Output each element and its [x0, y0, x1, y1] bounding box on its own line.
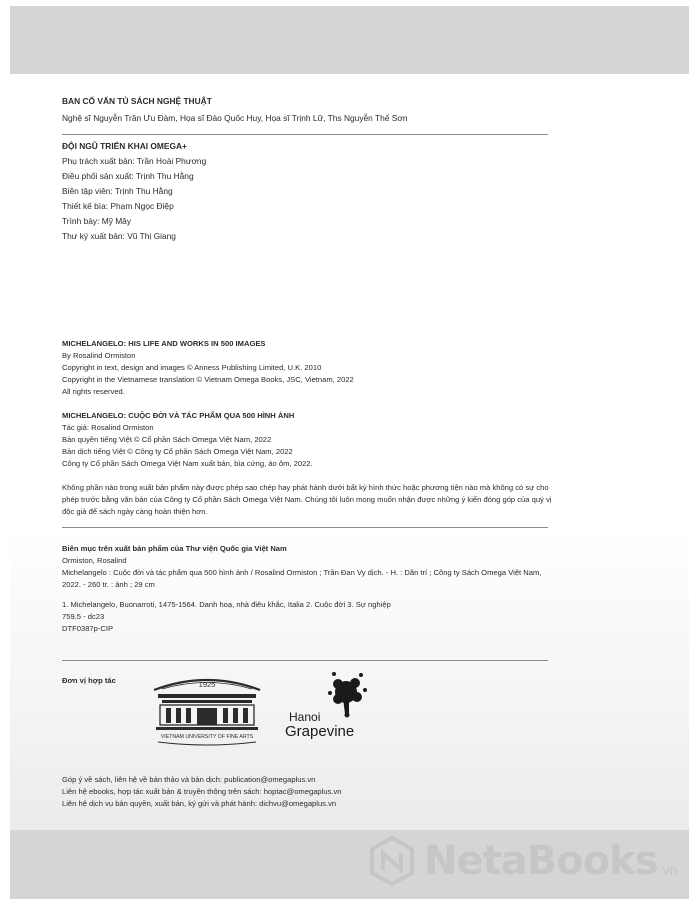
catalog-subjects: 1. Michelangelo, Buonarroti, 1475-1564. Danh hoạ, nhà điêu khắc, Italia 2. Cuộc đời 3. Sự nghiệp: [62, 600, 391, 609]
vietnamese-line: Bản quyền tiếng Việt © Cổ phần Sách Omega Việt Nam, 2022: [62, 435, 272, 444]
team-line: Phụ trách xuất bản: Trần Hoài Phương: [62, 156, 207, 166]
logo-university-name: VIETNAM UNIVERSITY OF FINE ARTS: [160, 734, 254, 740]
vietnamese-title: MICHELANGELO: CUỘC ĐỜI VÀ TÁC PHẨM QUA 500 HÌNH ẢNH: [62, 411, 295, 420]
original-line: Copyright in text, design and images © Anness Publishing Limited, U.K. 2010: [62, 363, 322, 372]
advisory-section: [62, 94, 548, 126]
original-edition-section: [62, 338, 548, 398]
logo-year: 1925: [198, 680, 216, 689]
vietnamese-line: Tác giả: Rosalind Ormiston: [62, 423, 154, 432]
grapevine-line2: Grapevine: [285, 723, 355, 740]
vietnamese-line: Bản dịch tiếng Việt © Công ty Cổ phần Sách Omega Việt Nam, 2022: [62, 447, 293, 456]
divider: [62, 527, 548, 528]
vietnamese-line: Công ty Cổ phần Sách Omega Việt Nam xuất bản, bìa cứng, áo ôm, 2022.: [62, 459, 313, 468]
team-line: Thư ký xuất bản: Vũ Thị Giang: [62, 231, 176, 241]
original-line: By Rosalind Ormiston: [62, 351, 136, 360]
netabooks-watermark: [366, 826, 696, 896]
hanoi-grapevine-logo: [283, 670, 379, 740]
catalog-description: Michelangelo : Cuộc đời và tác phẩm qua 500 hình ảnh / Rosalind Ormiston ; Trần Đan Vy dịch. - H. : Dân trí ; Công ty Sách Omega Việt Nam, 2022. - 260 tr. : ảnh ; 29 cm: [62, 568, 542, 589]
ink-splash-icon: [328, 672, 367, 718]
team-line: Thiết kế bìa: Phạm Ngọc Điệp: [62, 201, 174, 211]
team-section: [62, 139, 548, 244]
copyright-notice: [62, 482, 552, 518]
watermark-brand: NetaBooks: [424, 838, 658, 884]
advisory-members: Nghệ sĩ Nguyễn Trần Ưu Đàm, Họa sĩ Đào Quốc Huy, Họa sĩ Trịnh Lữ, Ths Nguyễn Thế Sơn: [62, 113, 408, 123]
partners-heading: Đơn vị hợp tác: [62, 676, 116, 685]
team-line: Trình bày: Mỹ Mây: [62, 216, 132, 226]
advisory-heading: BAN CỐ VẤN TỦ SÁCH NGHỆ THUẬT: [62, 96, 212, 106]
vietnamese-edition-section: [62, 410, 548, 470]
team-line: Điều phối sản xuất: Trịnh Thu Hằng: [62, 171, 194, 181]
original-line: Copyright in the Vietnamese translation © Vietnam Omega Books, JSC, Vietnam, 2022: [62, 375, 354, 384]
catalog-author: Ormiston, Rosalind: [62, 556, 127, 565]
contact-line: Liên hệ ebooks, hợp tác xuất bản & truyền thông trên sách: hoptac@omegaplus.vn: [62, 787, 342, 796]
divider: [62, 134, 548, 135]
team-heading: ĐỘI NGŨ TRIỂN KHAI OMEGA+: [62, 141, 187, 151]
contact-line: Góp ý về sách, liên hệ về bản thảo và bản dịch: publication@omegaplus.vn: [62, 775, 316, 784]
original-line: All rights reserved.: [62, 387, 125, 396]
catalog-code: DTF0387p-CIP: [62, 624, 114, 633]
netabooks-logo-icon: [366, 835, 418, 887]
team-line: Biên tập viên: Trịnh Thu Hằng: [62, 186, 173, 196]
catalog-section: [62, 543, 552, 635]
contact-line: Liên hệ dịch vụ bản quyền, xuất bản, ký gửi và phát hành: dichvu@omegaplus.vn: [62, 799, 337, 808]
contacts-section: [62, 774, 548, 810]
watermark-suffix: .vn: [658, 862, 678, 878]
divider: [62, 660, 548, 661]
original-title: MICHELANGELO: HIS LIFE AND WORKS IN 500 IMAGES: [62, 339, 266, 348]
notice-text: Không phần nào trong xuất bản phẩm này được phép sao chép hay phát hành dưới bất kỳ hình thức hoặc phương tiện nào mà không có sự cho phép trước bằng văn bản của Công ty Cổ phần Sách Omega Việt Nam. Chúng tôi luôn mong muốn nhận được những ý kiến đóng góp của quý vị độc giả để sách ngày càng hoàn thiện hơn.: [62, 483, 552, 516]
vietnam-university-of-fine-arts-logo: [150, 672, 264, 748]
catalog-heading: Biên mục trên xuất bản phẩm của Thư viện Quốc gia Việt Nam: [62, 544, 287, 553]
top-band: [10, 6, 689, 74]
catalog-classification: 759.5 - dc23: [62, 612, 105, 621]
grapevine-line1: Hanoi: [289, 710, 321, 724]
